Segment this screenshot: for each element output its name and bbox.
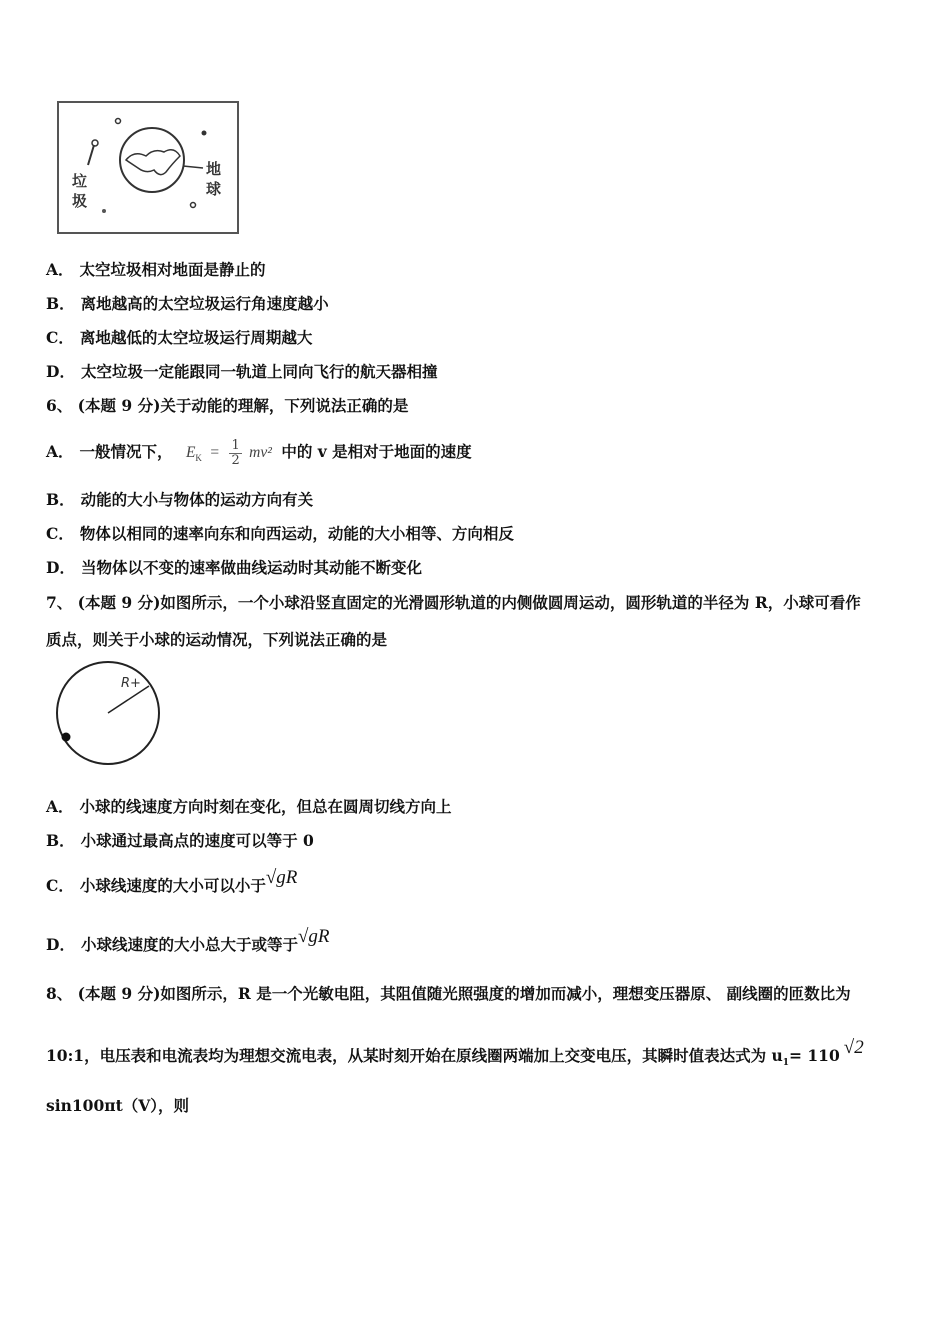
fraction-one-half: $\frac{1}{2}$	[231, 437, 240, 468]
trash-dot	[102, 209, 106, 213]
trash-label-char-1: 垃	[72, 172, 88, 190]
sqrt-two-expression: √2	[843, 1037, 864, 1058]
q5-option-c: C． 离地越低的太空垃圾运行周期越大	[46, 328, 313, 347]
trash-dot	[92, 140, 98, 146]
trash-dot	[116, 119, 121, 124]
ball-dot	[62, 733, 71, 742]
q7-stem-line-1: 7、 (本题 9 分)如图所示，一个小球沿竖直固定的光滑圆形轨道的内侧做圆周运动，圆形轨道的半径为 R，小球可看作	[46, 593, 861, 612]
continent-outline	[126, 150, 180, 175]
q7-option-a: A． 小球的线速度方向时刻在变化，但总在圆周切线方向上	[46, 797, 452, 816]
q7-option-b: B． 小球通过最高点的速度可以等于 0	[46, 831, 314, 850]
circular-track-figure	[52, 656, 167, 771]
q5-option-a: A． 太空垃圾相对地面是静止的	[46, 260, 266, 279]
earth-label-char-1: 地	[206, 160, 222, 178]
trash-dot	[202, 131, 207, 136]
trash-streak	[88, 145, 94, 165]
earth-label-char-2: 球	[206, 180, 222, 198]
q6-option-b: B． 动能的大小与物体的运动方向有关	[46, 490, 314, 509]
q8-line-2: 10:1，电压表和电流表均为理想交流电表，从某时刻开始在原线圈两端加上交变电压，其瞬时值表达式为 $u_1= 110$ √2	[46, 1037, 864, 1069]
q5-option-d: D． 太空垃圾一定能跟同一轨道上同向飞行的航天器相撞	[46, 362, 438, 381]
earth-trash-figure	[56, 100, 242, 238]
q7-option-c: C． 小球线速度的大小可以小于√gR	[46, 867, 298, 895]
q6-option-a: A． 一般情况下， $E_K$ = $\frac{1}{2}$ mv² 中的 v 是相对于地面的速度	[46, 437, 472, 468]
sqrt-gr-expression: √gR	[297, 926, 330, 947]
q6-option-d: D． 当物体以不变的速率做曲线运动时其动能不断变化	[46, 558, 422, 577]
earth-circle	[120, 128, 184, 192]
q6-stem: 6、 (本题 9 分)关于动能的理解，下列说法正确的是	[46, 396, 409, 415]
q5-option-b: B． 离地越高的太空垃圾运行角速度越小	[46, 294, 329, 313]
earth-pointer	[183, 166, 203, 168]
q7-option-d: D． 小球线速度的大小总大于或等于√gR	[46, 926, 330, 954]
q6-option-c: C． 物体以相同的速率向东和向西运动，动能的大小相等、方向相反	[46, 524, 514, 543]
radius-label: R+	[121, 676, 141, 691]
q7-stem-line-2: 质点，则关于小球的运动情况，下列说法正确的是	[46, 630, 388, 649]
sqrt-gr-expression: √gR	[265, 867, 298, 888]
q8-line-1: 8、 (本题 9 分)如图所示，R 是一个光敏电阻，其阻值随光照强度的增加而减小，理想变压器原、 副线圈的匝数比为	[46, 984, 851, 1003]
trash-label-char-2: 圾	[72, 192, 88, 210]
q8-line-3: sin100πt（V），则	[46, 1096, 190, 1115]
trash-dot	[191, 203, 196, 208]
